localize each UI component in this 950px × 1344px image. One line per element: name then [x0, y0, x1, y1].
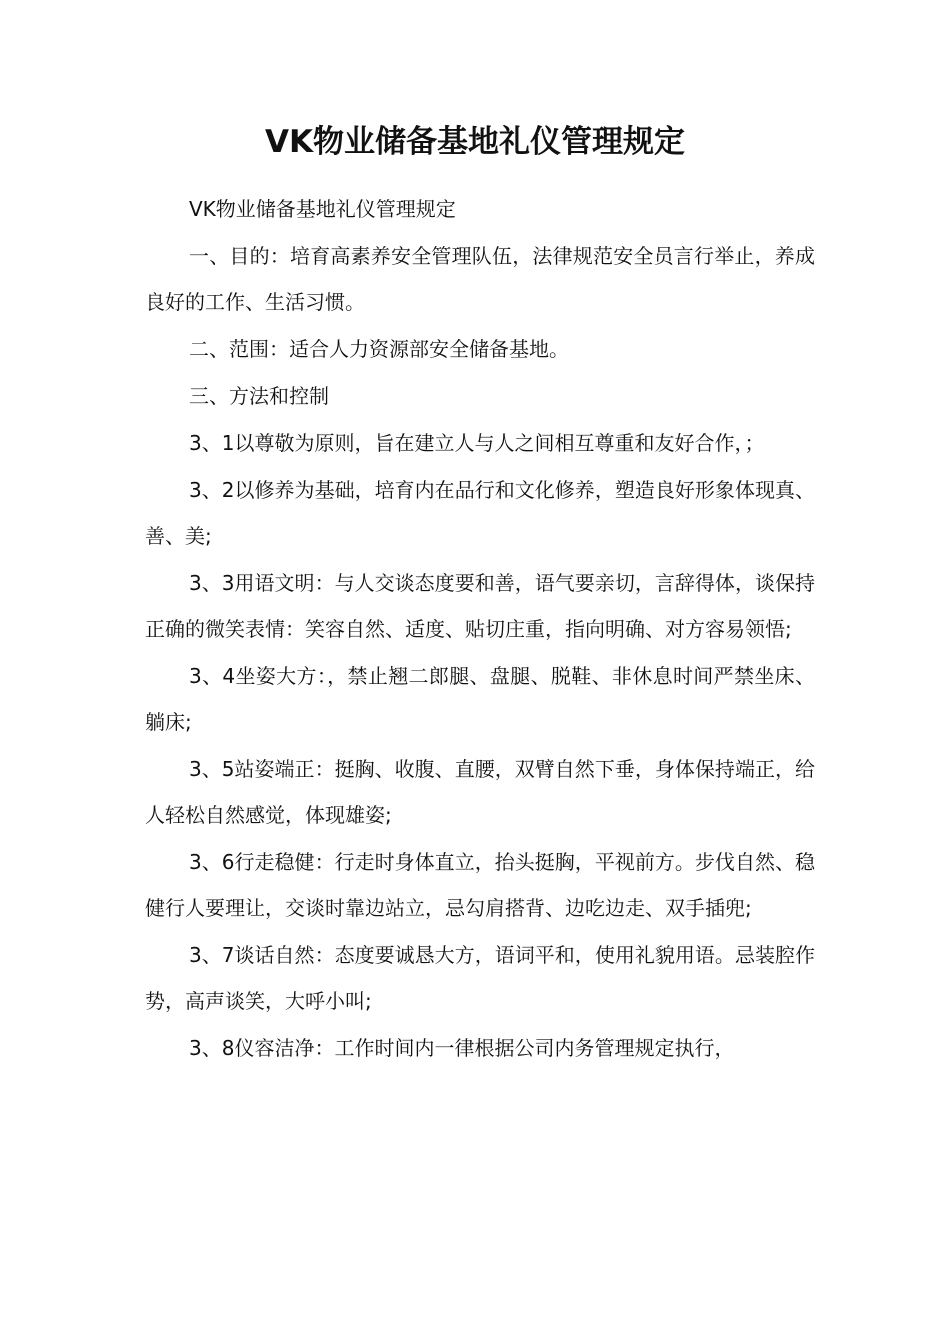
paragraph-scope: 二、范围：适合人力资源部安全储备基地。: [189, 337, 569, 361]
paragraph-method-heading: 三、方法和控制: [189, 384, 329, 408]
paragraph-rule-3-5: 3、5站姿端正：挺胸、收腹、直腰，双臂自然下垂，身体保持端正，给人轻松自然感觉，体现雄姿;: [145, 757, 815, 827]
paragraph-rule-3-1: 3、1以尊敬为原则，旨在建立人与人之间相互尊重和友好合作，；: [189, 431, 765, 455]
paragraph-rule-3-4: 3、4坐姿大方：，禁止翘二郎腿、盘腿、脱鞋、非休息时间严禁坐床、躺床;: [145, 664, 815, 734]
paragraph-rule-3-3: 3、3用语文明：与人交谈态度要和善，语气要亲切，言辞得体，谈保持正确的微笑表情：笑容自然、适度、贴切庄重，指向明确、对方容易领悟;: [145, 571, 815, 641]
paragraph-rule-3-7: 3、7谈话自然：态度要诚恳大方，语词平和，使用礼貌用语。忌装腔作势，高声谈笑，大呼小叫;: [145, 943, 815, 1013]
paragraph-rule-3-2: 3、2以修养为基础，培育内在品行和文化修养，塑造良好形象体现真、善、美;: [145, 478, 815, 548]
paragraph-purpose: 一、目的：培育高素养安全管理队伍，法律规范安全员言行举止，养成良好的工作、生活习惯。: [145, 244, 815, 314]
document-title: VK物业储备基地礼仪管理规定: [264, 124, 685, 160]
paragraph-rule-3-8: 3、8仪容洁净：工作时间内一律根据公司内务管理规定执行，: [189, 1036, 735, 1060]
document-body: [145, 186, 815, 1072]
paragraph-rule-3-6: 3、6行走稳健：行走时身体直立，抬头挺胸，平视前方。步伐自然、稳健行人要理让，交谈时靠边站立，忌勾肩搭背、边吃边走、双手插兜;: [145, 850, 815, 920]
paragraph-subtitle: VK物业储备基地礼仪管理规定: [189, 197, 456, 221]
